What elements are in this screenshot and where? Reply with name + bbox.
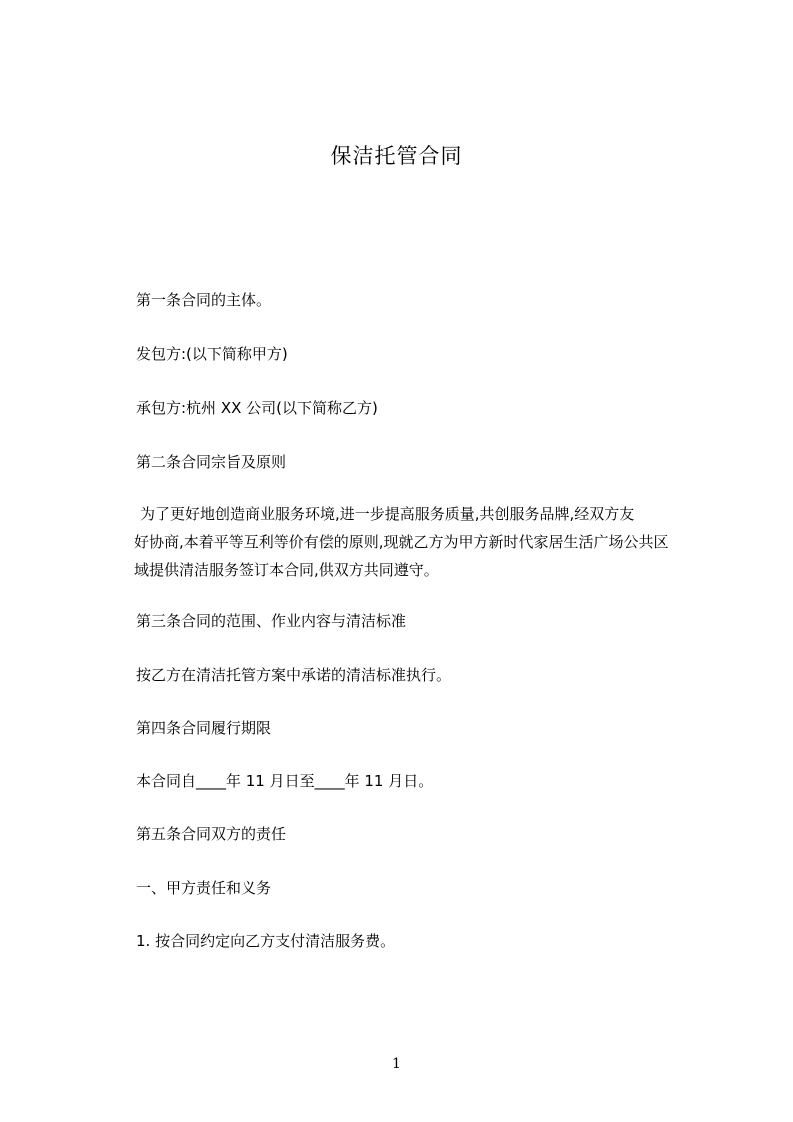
article-3-body: 按乙方在清洁托管方案中承诺的清洁标准执行。 xyxy=(136,666,452,684)
article-1-heading: 第一条合同的主体。 xyxy=(136,291,272,309)
article-4-body: 本合同自____年 11 月日至____年 11 月日。 xyxy=(136,772,434,790)
document-title: 保洁托管合同 xyxy=(330,144,463,168)
article-3-heading: 第三条合同的范围、作业内容与清洁标准 xyxy=(136,612,407,630)
article-2-paragraph-line-1: 为了更好地创造商业服务环境,进一步提高服务质量,共创服务品牌,经双方友 xyxy=(140,505,635,523)
article-2-heading: 第二条合同宗旨及原则 xyxy=(136,453,287,471)
article-5-heading: 第五条合同双方的责任 xyxy=(136,825,287,843)
page-number: 1 xyxy=(392,1056,401,1072)
party-b-line: 承包方:杭州 XX 公司(以下简称乙方) xyxy=(136,399,378,417)
item-1: 1. 按合同约定向乙方支付清洁服务费。 xyxy=(136,932,396,950)
section-1-heading: 一、甲方责任和义务 xyxy=(136,879,272,897)
article-2-paragraph-line-3: 域提供清洁服务签订本合同,供双方共同遵守。 xyxy=(134,561,439,579)
article-2-paragraph-line-2: 好协商,本着平等互利等价有偿的原则,现就乙方为甲方新时代家居生活广场公共区 xyxy=(134,533,669,551)
party-a-line: 发包方:(以下简称甲方) xyxy=(136,345,288,363)
article-4-heading: 第四条合同履行期限 xyxy=(136,719,272,737)
